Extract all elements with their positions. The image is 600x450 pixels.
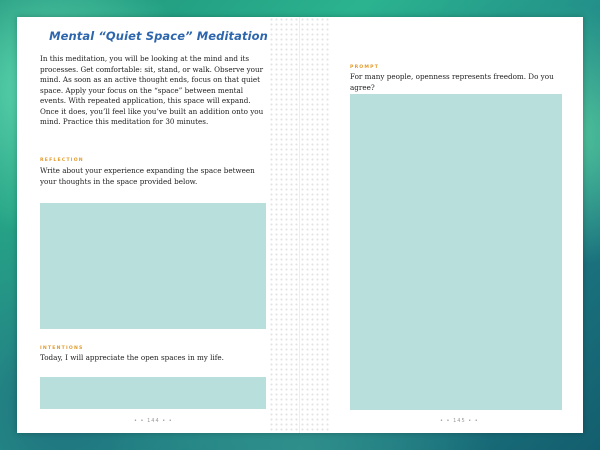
intentions-text: Today, I will appreciate the open spaces in my life. <box>40 353 224 362</box>
prompt-text: For many people, openness represents freedom. Do you agree? <box>350 72 554 92</box>
page-title: Mental “Quiet Space” Meditation <box>49 29 268 43</box>
prompt-writing-lines[interactable] <box>350 94 562 410</box>
reflection-text: Write about your experience expanding the space between your thoughts in the space provided below. <box>40 166 255 186</box>
meditation-body-text: In this meditation, you will be looking at the mind and its processes. Get comfortable: sit, stand, or walk. Observe your mind. As soon as an active thought ends, focus on that quiet space. Apply your focus on the “space” between mental events. With repeated application, this space will expand. Once it does, you’ll feel like you’ve built an addition onto you mind. Practice this meditation for 30 minutes. <box>40 54 264 126</box>
page-number-left: • • 144 • • <box>134 418 173 424</box>
page-number-right: • • 145 • • <box>440 418 479 424</box>
prompt-label: PROMPT <box>350 65 380 70</box>
gutter-dot-pattern <box>269 17 299 433</box>
gutter-dot-pattern <box>300 17 330 433</box>
reflection-writing-lines[interactable] <box>40 203 266 329</box>
reflection-label: REFLECTION <box>40 158 84 163</box>
intentions-label: INTENTIONS <box>40 346 84 351</box>
intentions-writing-lines[interactable] <box>40 377 266 409</box>
